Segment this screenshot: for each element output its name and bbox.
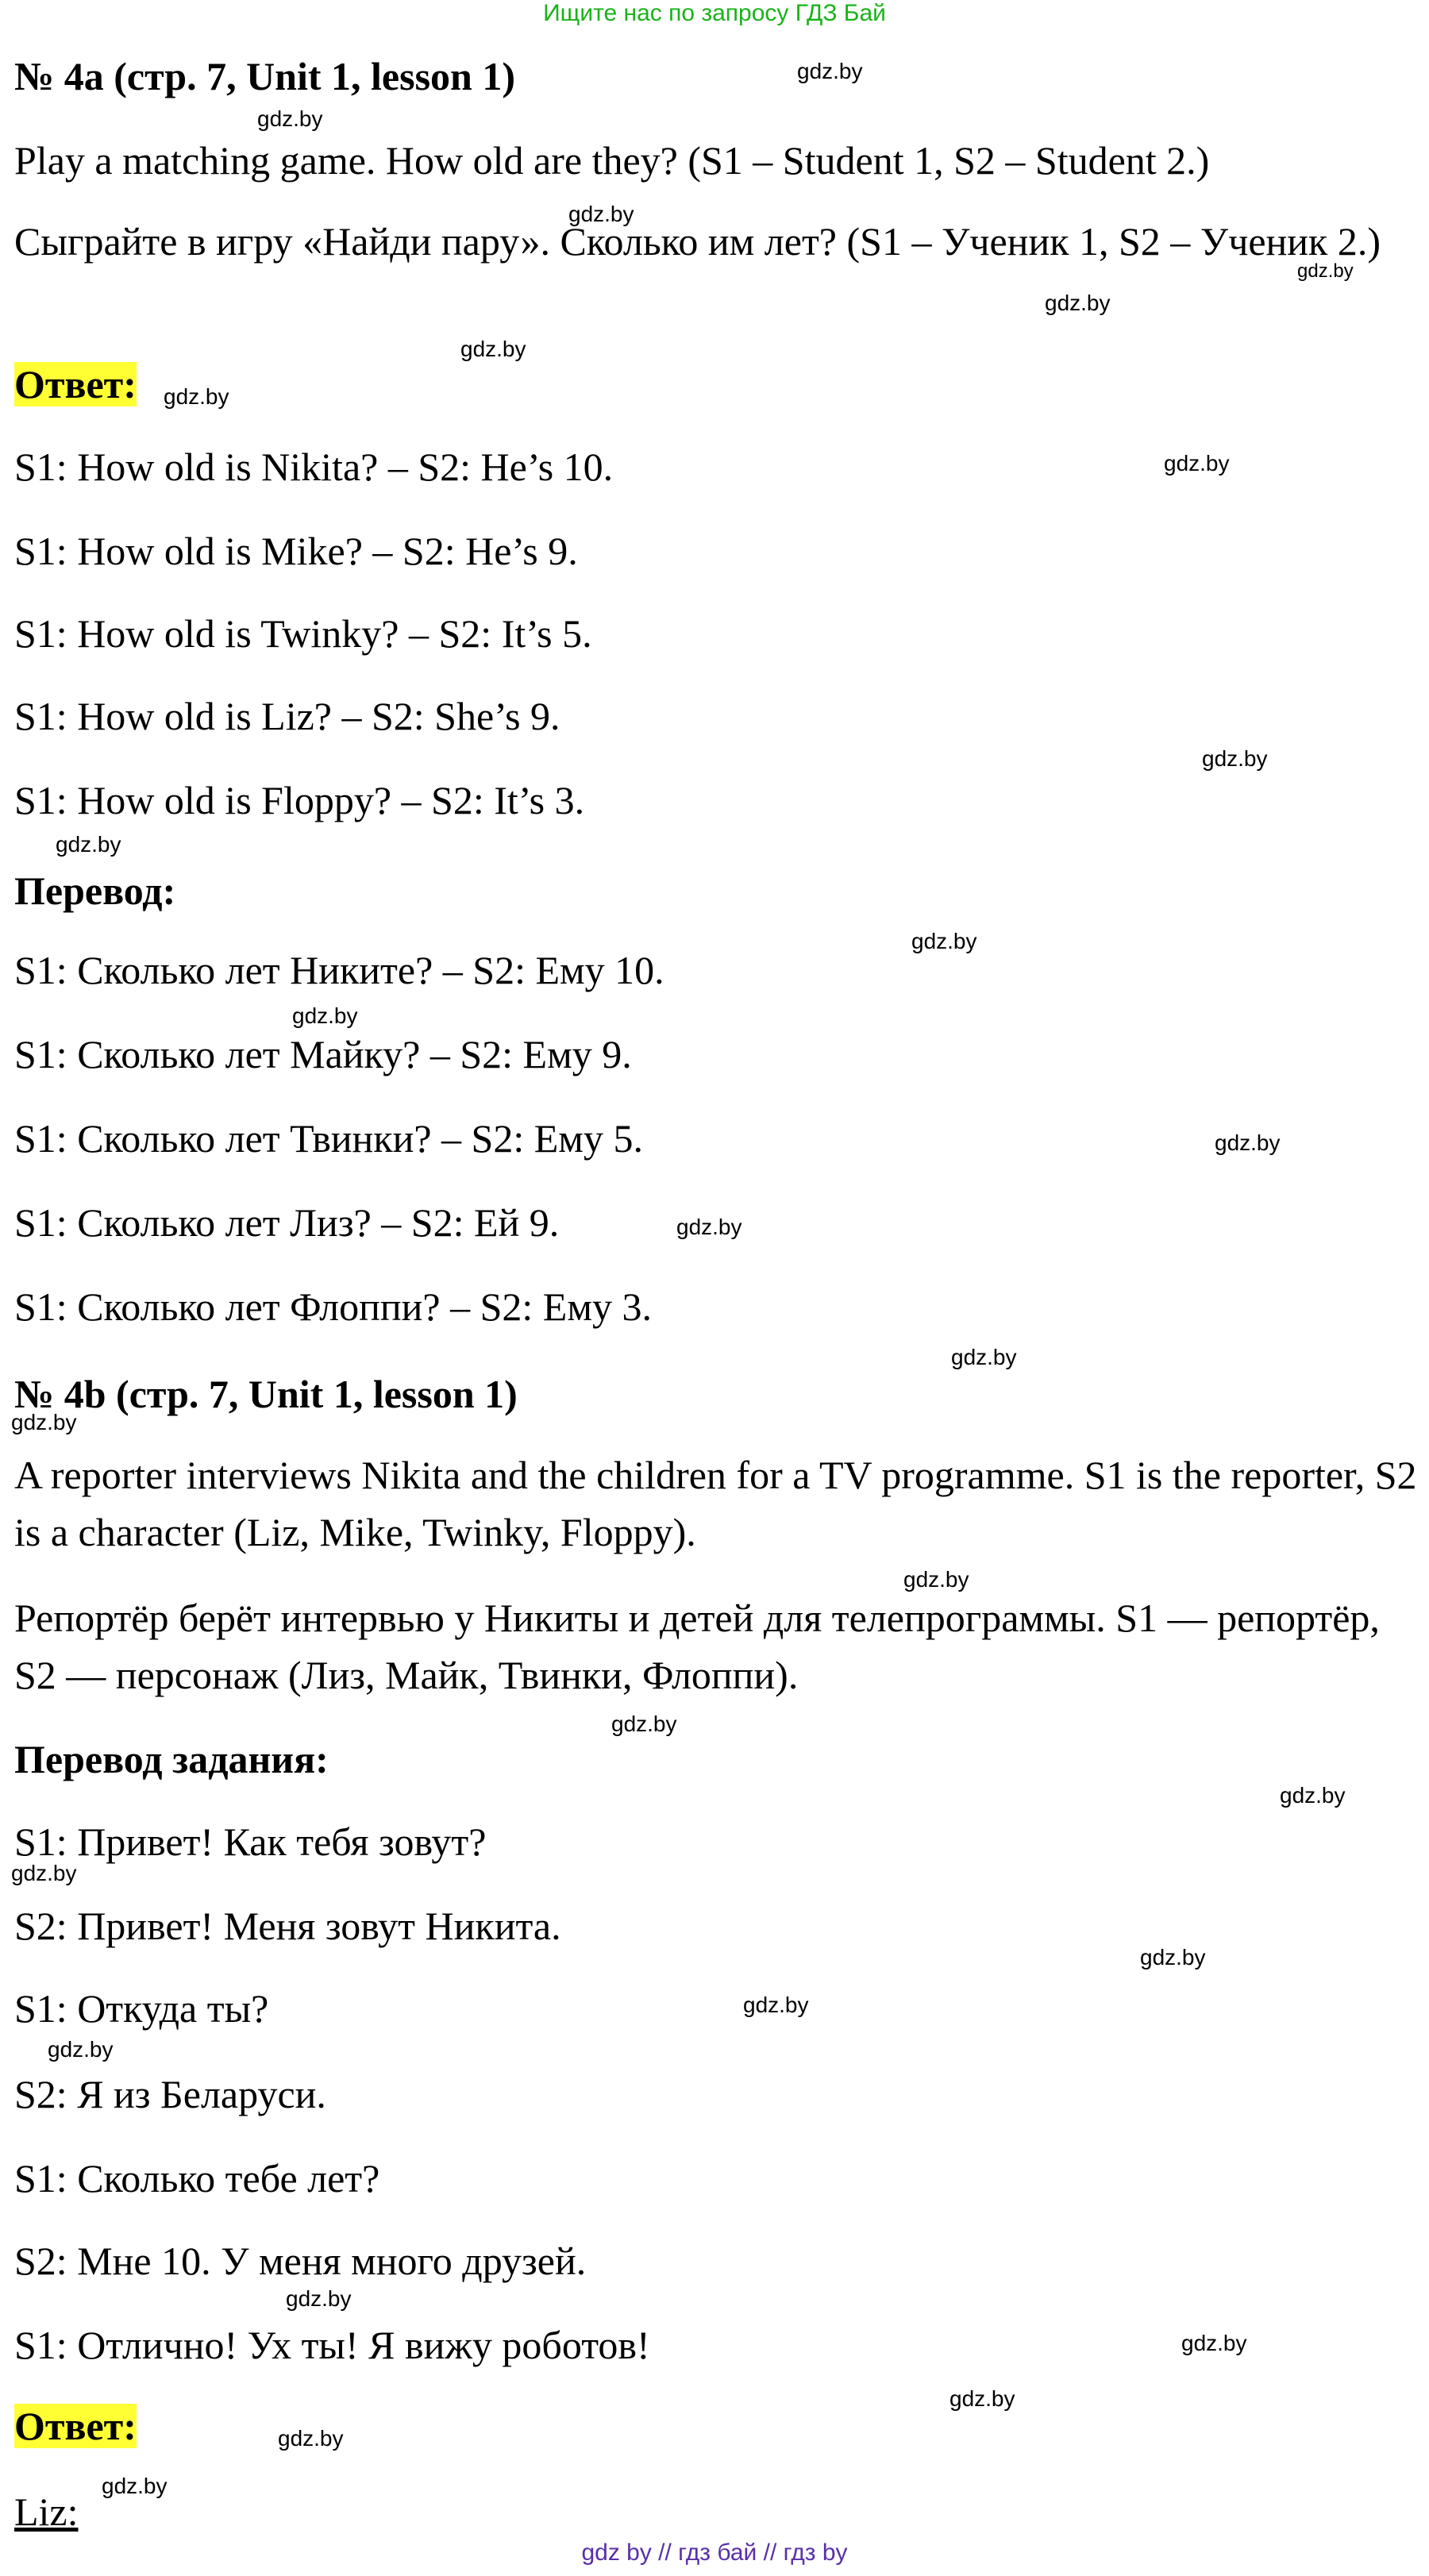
answer-line: S1: How old is Nikita? – S2: He’s 10.: [14, 445, 614, 489]
exercise-4a-translation-label: Перевод:: [14, 868, 176, 913]
translation-line: S1: Сколько лет Лиз? – S2: Ей 9.: [14, 1200, 560, 1245]
exercise-4a-title: № 4a (стр. 7, Unit 1, lesson 1): [14, 54, 515, 98]
exercise-4b-answer-label: [14, 2402, 137, 2450]
watermark: gdz.by: [1181, 2331, 1247, 2355]
watermark: gdz.by: [949, 2386, 1015, 2411]
dialogue-line: S1: Откуда ты?: [14, 1986, 269, 2031]
watermark: gdz.by: [903, 1567, 969, 1592]
translation-line: S1: Сколько лет Флоппи? – S2: Ему 3.: [14, 1284, 652, 1329]
exercise-4b-task-ru: Репортёр берёт интервью у Никиты и детей для телепрограммы. S1 — репортёр, S2 — персонаж (Лиз, Майк, Твинки, Флоппи).: [14, 1596, 1380, 1697]
dialogue-line: S2: Я из Беларуси.: [14, 2072, 326, 2116]
answer-line: S1: How old is Floppy? – S2: It’s 3.: [14, 778, 585, 822]
watermark: gdz.by: [102, 2474, 168, 2498]
watermark: gdz.by: [951, 1345, 1017, 1369]
watermark: gdz.by: [743, 1993, 809, 2017]
watermark: gdz.by: [56, 832, 121, 857]
answer-line: S1: How old is Mike? – S2: He’s 9.: [14, 529, 578, 573]
exercise-4b-task-en: A reporter interviews Nikita and the children for a TV programme. S1 is the reporter, S2 is a character (Liz, Mike, Twinky, Floppy).: [14, 1453, 1417, 1554]
dialogue-line: S2: Привет! Меня зовут Никита.: [14, 1904, 561, 1948]
answer-line: S1: How old is Twinky? – S2: It’s 5.: [14, 611, 592, 656]
dialogue-line: S1: Сколько тебе лет?: [14, 2156, 380, 2201]
dialogue-line: S1: Отлично! Ух ты! Я вижу роботов!: [14, 2323, 650, 2367]
answer-highlight: Ответ:: [14, 362, 137, 406]
exercise-4a-task-en: Play a matching game. How old are they? (S1 – Student 1, S2 – Student 2.): [14, 138, 1210, 183]
top-banner[interactable]: Ищите нас по запросу ГДЗ Бай: [543, 0, 886, 26]
watermark: gdz.by: [568, 202, 634, 226]
watermark: gdz.by: [164, 384, 229, 409]
answer-highlight: Ответ:: [14, 2404, 137, 2448]
watermark: gdz.by: [1297, 260, 1354, 282]
watermark: gdz.by: [1164, 451, 1230, 476]
watermark: gdz.by: [611, 1712, 677, 1736]
watermark: gdz.by: [257, 106, 323, 131]
watermark: gdz.by: [797, 59, 863, 83]
exercise-4b-title: № 4b (стр. 7, Unit 1, lesson 1): [14, 1372, 518, 1416]
translation-line: S1: Сколько лет Никите? – S2: Ему 10.: [14, 948, 664, 992]
watermark: gdz.by: [911, 929, 977, 953]
watermark: gdz.by: [1215, 1130, 1281, 1155]
watermark: gdz.by: [1202, 746, 1268, 771]
watermark: gdz.by: [286, 2286, 352, 2311]
watermark: gdz.by: [11, 1410, 77, 1434]
exercise-4b-task-translation-label: Перевод задания:: [14, 1737, 329, 1781]
translation-line: S1: Сколько лет Майку? – S2: Ему 9.: [14, 1032, 632, 1076]
bottom-link-bar[interactable]: gdz by // гдз бай // гдз by: [581, 2539, 848, 2566]
answer-start-liz: Liz:: [14, 2489, 79, 2534]
watermark: gdz.by: [278, 2426, 344, 2451]
dialogue-line: S2: Мне 10. У меня много друзей.: [14, 2239, 587, 2283]
watermark: gdz.by: [460, 337, 526, 361]
watermark: gdz.by: [676, 1215, 742, 1239]
watermark: gdz.by: [11, 1861, 77, 1885]
answer-line: S1: How old is Liz? – S2: She’s 9.: [14, 694, 560, 738]
exercise-4a-task-ru: Сыграйте в игру «Найди пару». Сколько им лет? (S1 – Ученик 1, S2 – Ученик 2.): [14, 219, 1381, 264]
translation-line: S1: Сколько лет Твинки? – S2: Ему 5.: [14, 1116, 643, 1161]
watermark: gdz.by: [1045, 291, 1111, 315]
watermark: gdz.by: [48, 2037, 114, 2062]
watermark: gdz.by: [292, 1003, 358, 1028]
dialogue-line: S1: Привет! Как тебя зовут?: [14, 1819, 487, 1864]
watermark: gdz.by: [1280, 1783, 1346, 1808]
watermark: gdz.by: [1140, 1945, 1206, 1970]
exercise-4a-answer-label: [14, 360, 137, 408]
